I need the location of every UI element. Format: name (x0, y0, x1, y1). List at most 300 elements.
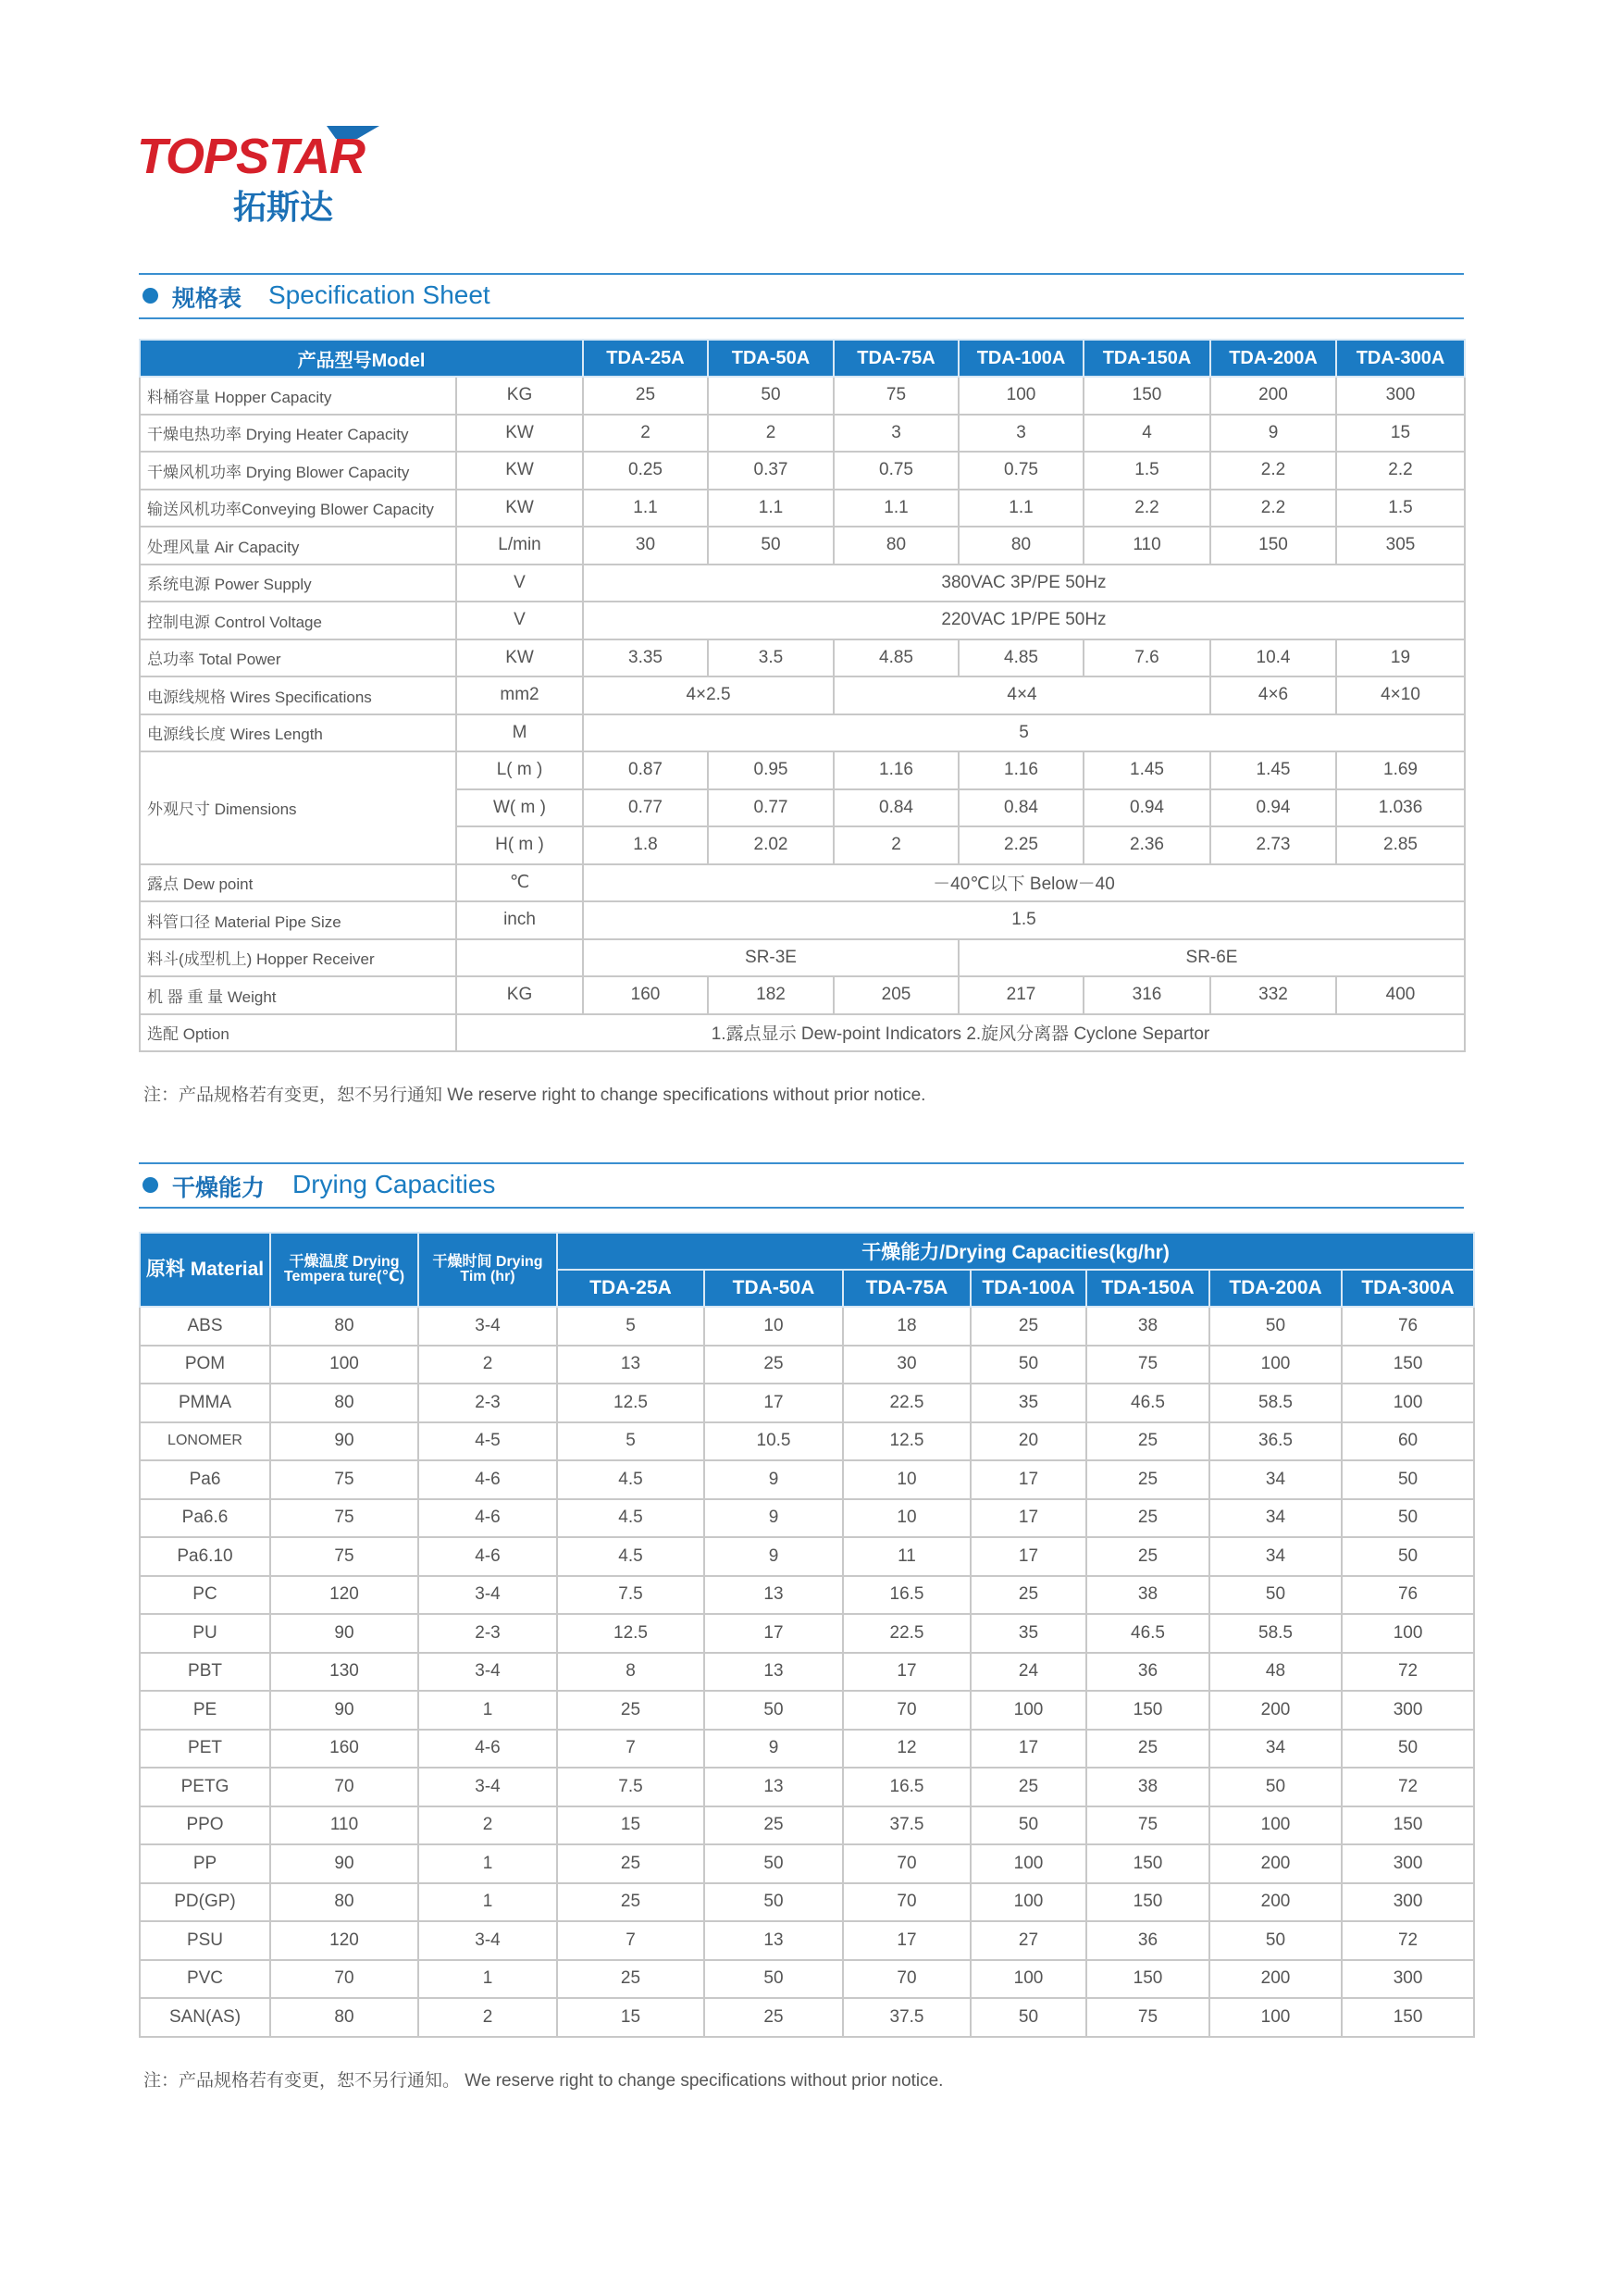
temp-cell: 130 (270, 1653, 418, 1692)
time-cell: 1 (418, 1960, 557, 1999)
material-cell: PC (140, 1576, 270, 1615)
spec-unit: V (456, 602, 583, 639)
spec-footnote: 注：产品规格若有变更，恕不另行通知 We reserve right to change specifications without prior notice. (143, 1086, 926, 1105)
spec-value: 1.1 (834, 490, 959, 527)
temp-header: 干燥温度 Drying Tempera ture(℃) (270, 1233, 418, 1307)
spec-value: 182 (708, 976, 834, 1014)
spec-label: 电源线长度 Wires Length (140, 714, 456, 752)
capacity-cell: 25 (557, 1844, 704, 1883)
capacity-cell: 100 (971, 1844, 1086, 1883)
spec-value: 305 (1336, 527, 1465, 565)
time-cell: 4-5 (418, 1422, 557, 1461)
capacity-cell: 25 (704, 1346, 843, 1384)
capacity-cell: 25 (971, 1576, 1086, 1615)
spec-label: 电源线规格 Wires Specifications (140, 676, 456, 714)
capacity-cell: 100 (1209, 1998, 1342, 2037)
spec-unit: M (456, 714, 583, 752)
spec-value: 0.25 (583, 452, 708, 490)
material-cell: Pa6.6 (140, 1499, 270, 1538)
capacity-cell: 24 (971, 1653, 1086, 1692)
spec-value: 19 (1336, 639, 1465, 677)
capacity-cell: 25 (1086, 1422, 1209, 1461)
time-cell: 2-3 (418, 1384, 557, 1422)
spec-value: 50 (708, 527, 834, 565)
spec-value: 15 (1336, 415, 1465, 453)
model-col: TDA-300A (1342, 1270, 1474, 1307)
temp-cell: 80 (270, 1998, 418, 2037)
drying-row (140, 1998, 1474, 2037)
temp-cell: 90 (270, 1844, 418, 1883)
capacity-cell: 150 (1086, 1960, 1209, 1999)
material-cell: PMMA (140, 1384, 270, 1422)
spec-label: 干燥风机功率 Drying Blower Capacity (140, 452, 456, 490)
spec-value: 7.6 (1084, 639, 1210, 677)
spec-label: 料斗(成型机上) Hopper Receiver (140, 939, 456, 977)
spec-section-heading (139, 273, 1464, 319)
spec-value: 1.16 (834, 751, 959, 789)
spec-value: 1.5 (583, 901, 1465, 939)
capacity-cell: 4.5 (557, 1499, 704, 1538)
capacity-cell: 15 (557, 1998, 704, 2037)
capacity-cell: 36 (1086, 1653, 1209, 1692)
spec-value: 2.36 (1084, 826, 1210, 864)
capacity-cell: 25 (557, 1691, 704, 1730)
capacity-cell: 150 (1342, 1346, 1474, 1384)
spec-label: 控制电源 Control Voltage (140, 602, 456, 639)
capacity-cell: 17 (971, 1499, 1086, 1538)
spec-label: 输送风机功率Conveying Blower Capacity (140, 490, 456, 527)
capacity-cell: 17 (971, 1460, 1086, 1499)
spec-value: 1.45 (1210, 751, 1336, 789)
temp-cell: 120 (270, 1576, 418, 1615)
spec-value: 2 (834, 826, 959, 864)
capacity-cell: 36.5 (1209, 1422, 1342, 1461)
material-cell: PE (140, 1691, 270, 1730)
capacity-cell: 300 (1342, 1960, 1474, 1999)
capacity-cell: 13 (557, 1346, 704, 1384)
spec-value: 3.5 (708, 639, 834, 677)
drying-row (140, 1768, 1474, 1806)
spec-value: 2.85 (1336, 826, 1465, 864)
drying-row (140, 1307, 1474, 1346)
capacity-cell: 58.5 (1209, 1384, 1342, 1422)
spec-unit: KW (456, 452, 583, 490)
drying-row (140, 1537, 1474, 1576)
spec-value: 4×6 (1210, 676, 1336, 714)
capacity-cell: 11 (843, 1537, 971, 1576)
capacity-cell: 17 (704, 1384, 843, 1422)
temp-cell: 90 (270, 1691, 418, 1730)
capacity-cell: 70 (843, 1691, 971, 1730)
capacity-cell: 200 (1209, 1960, 1342, 1999)
capacity-cell: 7 (557, 1730, 704, 1769)
material-cell: SAN(AS) (140, 1998, 270, 2037)
spec-row (140, 377, 1465, 415)
model-col: TDA-25A (583, 340, 708, 377)
capacity-cell: 35 (971, 1384, 1086, 1422)
spec-value: 220VAC 1P/PE 50Hz (583, 602, 1465, 639)
capacity-cell: 37.5 (843, 1806, 971, 1845)
capacity-cell: 16.5 (843, 1576, 971, 1615)
spec-value: 75 (834, 377, 959, 415)
spec-row (140, 452, 1465, 490)
logo-text-cn: 拓斯达 (233, 189, 334, 227)
capacity-cell: 72 (1342, 1921, 1474, 1960)
material-cell: PSU (140, 1921, 270, 1960)
spec-unit: ℃ (456, 864, 583, 902)
spec-header-row (140, 340, 1465, 377)
spec-row (140, 527, 1465, 565)
capacity-cell: 100 (1209, 1346, 1342, 1384)
spec-label: 机 器 重 量 Weight (140, 976, 456, 1014)
spec-unit: H( m ) (456, 826, 583, 864)
spec-value: 4.85 (834, 639, 959, 677)
time-cell: 1 (418, 1844, 557, 1883)
capacity-cell: 12.5 (557, 1384, 704, 1422)
capacity-header: 干燥能力/Drying Capacities(kg/hr) (557, 1233, 1474, 1270)
spec-unit: L/min (456, 527, 583, 565)
drying-row (140, 1806, 1474, 1845)
spec-value: 2.02 (708, 826, 834, 864)
spec-value: 1.036 (1336, 789, 1465, 827)
capacity-cell: 50 (1342, 1537, 1474, 1576)
spec-value: 4.85 (959, 639, 1084, 677)
capacity-cell: 17 (971, 1537, 1086, 1576)
capacity-cell: 10.5 (704, 1422, 843, 1461)
spec-value: 100 (959, 377, 1084, 415)
time-header: 干燥时间 Drying Tim (hr) (418, 1233, 557, 1307)
capacity-cell: 8 (557, 1653, 704, 1692)
spec-row (140, 565, 1465, 602)
spec-value: 2.73 (1210, 826, 1336, 864)
spec-value: 2 (708, 415, 834, 453)
spec-value: 0.87 (583, 751, 708, 789)
spec-value: 1.8 (583, 826, 708, 864)
material-cell: PPO (140, 1806, 270, 1845)
spec-value: 3 (834, 415, 959, 453)
spec-unit: mm2 (456, 676, 583, 714)
time-cell: 4-6 (418, 1460, 557, 1499)
spec-row (140, 490, 1465, 527)
spec-unit (456, 939, 583, 977)
bullet-icon (142, 1177, 158, 1193)
spec-value: 5 (583, 714, 1465, 752)
capacity-cell: 7.5 (557, 1576, 704, 1615)
spec-value: 80 (959, 527, 1084, 565)
capacity-cell: 72 (1342, 1768, 1474, 1806)
model-col: TDA-300A (1336, 340, 1465, 377)
capacity-cell: 70 (843, 1883, 971, 1922)
capacity-cell: 17 (843, 1921, 971, 1960)
capacity-cell: 4.5 (557, 1460, 704, 1499)
capacity-cell: 25 (557, 1883, 704, 1922)
capacity-cell: 15 (557, 1806, 704, 1845)
drying-row (140, 1844, 1474, 1883)
spec-row (140, 602, 1465, 639)
spec-value: 2 (583, 415, 708, 453)
temp-cell: 80 (270, 1307, 418, 1346)
time-cell: 2-3 (418, 1614, 557, 1653)
capacity-cell: 50 (704, 1883, 843, 1922)
temp-cell: 90 (270, 1422, 418, 1461)
capacity-cell: 5 (557, 1422, 704, 1461)
spec-unit: W( m ) (456, 789, 583, 827)
drying-section-heading (139, 1162, 1464, 1209)
drying-title-en: Drying Capacities (292, 1170, 496, 1198)
capacity-cell: 300 (1342, 1691, 1474, 1730)
model-col: TDA-100A (959, 340, 1084, 377)
capacity-cell: 60 (1342, 1422, 1474, 1461)
spec-value: 316 (1084, 976, 1210, 1014)
spec-unit: L( m ) (456, 751, 583, 789)
spec-value: 10.4 (1210, 639, 1336, 677)
drying-row (140, 1384, 1474, 1422)
capacity-cell: 58.5 (1209, 1614, 1342, 1653)
time-cell: 3-4 (418, 1307, 557, 1346)
capacity-cell: 100 (971, 1960, 1086, 1999)
spec-row (140, 751, 1465, 789)
spec-value: 4×4 (834, 676, 1210, 714)
capacity-cell: 50 (1209, 1307, 1342, 1346)
model-col: TDA-25A (557, 1270, 704, 1307)
capacity-cell: 10 (843, 1460, 971, 1499)
drying-row (140, 1691, 1474, 1730)
spec-value: 300 (1336, 377, 1465, 415)
spec-label: 料桶容量 Hopper Capacity (140, 377, 456, 415)
capacity-cell: 50 (1342, 1499, 1474, 1538)
capacity-cell: 20 (971, 1422, 1086, 1461)
drying-row (140, 1960, 1474, 1999)
spec-value: 0.94 (1210, 789, 1336, 827)
capacity-cell: 25 (704, 1998, 843, 2037)
capacity-cell: 9 (704, 1460, 843, 1499)
capacity-cell: 13 (704, 1653, 843, 1692)
capacity-cell: 150 (1086, 1883, 1209, 1922)
capacity-cell: 100 (1209, 1806, 1342, 1845)
spec-value: 0.84 (834, 789, 959, 827)
spec-value: 50 (708, 377, 834, 415)
logo-text: TOPSTAR (137, 129, 365, 184)
spec-value: 4×2.5 (583, 676, 834, 714)
spec-row (140, 415, 1465, 453)
capacity-cell: 37.5 (843, 1998, 971, 2037)
capacity-cell: 12.5 (557, 1614, 704, 1653)
capacity-cell: 17 (843, 1653, 971, 1692)
temp-cell: 160 (270, 1730, 418, 1769)
spec-value: SR-3E (583, 939, 959, 977)
capacity-cell: 22.5 (843, 1384, 971, 1422)
capacity-cell: 150 (1342, 1998, 1474, 2037)
spec-value: 2.2 (1336, 452, 1465, 490)
capacity-cell: 7.5 (557, 1768, 704, 1806)
spec-value: 0.84 (959, 789, 1084, 827)
time-cell: 2 (418, 1998, 557, 2037)
capacity-cell: 100 (971, 1883, 1086, 1922)
capacity-cell: 48 (1209, 1653, 1342, 1692)
spec-value: 205 (834, 976, 959, 1014)
capacity-cell: 34 (1209, 1460, 1342, 1499)
capacity-cell: 50 (704, 1691, 843, 1730)
spec-row (140, 676, 1465, 714)
capacity-cell: 25 (1086, 1730, 1209, 1769)
spec-label: 处理风量 Air Capacity (140, 527, 456, 565)
spec-value: 0.37 (708, 452, 834, 490)
capacity-cell: 38 (1086, 1576, 1209, 1615)
spec-title-cn: 规格表 (172, 285, 242, 312)
material-cell: Pa6 (140, 1460, 270, 1499)
drying-row (140, 1653, 1474, 1692)
time-cell: 3-4 (418, 1921, 557, 1960)
spec-label: 选配 Option (140, 1014, 456, 1052)
temp-cell: 90 (270, 1614, 418, 1653)
capacity-cell: 150 (1086, 1691, 1209, 1730)
temp-cell: 75 (270, 1499, 418, 1538)
capacity-cell: 38 (1086, 1768, 1209, 1806)
spec-value: 0.75 (834, 452, 959, 490)
spec-row (140, 864, 1465, 902)
capacity-cell: 50 (704, 1844, 843, 1883)
spec-value: 0.77 (708, 789, 834, 827)
spec-label: 料管口径 Material Pipe Size (140, 901, 456, 939)
spec-value: 4×10 (1336, 676, 1465, 714)
spec-value: 2.25 (959, 826, 1084, 864)
capacity-cell: 35 (971, 1614, 1086, 1653)
capacity-cell: 10 (843, 1499, 971, 1538)
drying-header-row (140, 1233, 1474, 1270)
capacity-cell: 13 (704, 1576, 843, 1615)
capacity-cell: 200 (1209, 1691, 1342, 1730)
model-col: TDA-100A (971, 1270, 1086, 1307)
capacity-cell: 100 (971, 1691, 1086, 1730)
spec-value: 4 (1084, 415, 1210, 453)
model-col: TDA-150A (1086, 1270, 1209, 1307)
material-cell: PVC (140, 1960, 270, 1999)
spec-value: 380VAC 3P/PE 50Hz (583, 565, 1465, 602)
capacity-cell: 12.5 (843, 1422, 971, 1461)
capacity-cell: 46.5 (1086, 1614, 1209, 1653)
spec-row (140, 639, 1465, 677)
capacity-cell: 25 (971, 1307, 1086, 1346)
spec-value: 9 (1210, 415, 1336, 453)
spec-value: 1.1 (583, 490, 708, 527)
capacity-cell: 34 (1209, 1537, 1342, 1576)
capacity-cell: 17 (971, 1730, 1086, 1769)
model-col: TDA-50A (704, 1270, 843, 1307)
spec-value: －40℃以下 Below－40 (583, 864, 1465, 902)
drying-title-cn: 干燥能力 (172, 1174, 266, 1201)
capacity-cell: 50 (1209, 1921, 1342, 1960)
temp-cell: 70 (270, 1768, 418, 1806)
spec-value: 0.75 (959, 452, 1084, 490)
spec-row (140, 976, 1465, 1014)
temp-cell: 110 (270, 1806, 418, 1845)
temp-cell: 75 (270, 1537, 418, 1576)
spec-value: 160 (583, 976, 708, 1014)
spec-row (140, 939, 1465, 977)
spec-title-en: Specification Sheet (268, 280, 490, 309)
spec-label: 系统电源 Power Supply (140, 565, 456, 602)
spec-value: 217 (959, 976, 1084, 1014)
model-col: TDA-200A (1210, 340, 1336, 377)
capacity-cell: 200 (1209, 1844, 1342, 1883)
spec-unit: V (456, 565, 583, 602)
capacity-cell: 70 (843, 1960, 971, 1999)
capacity-cell: 9 (704, 1537, 843, 1576)
spec-unit: KG (456, 976, 583, 1014)
spec-value: 1.1 (959, 490, 1084, 527)
spec-value: 0.77 (583, 789, 708, 827)
spec-unit: KW (456, 415, 583, 453)
capacity-cell: 50 (1209, 1576, 1342, 1615)
capacity-cell: 75 (1086, 1346, 1209, 1384)
capacity-cell: 25 (1086, 1460, 1209, 1499)
material-cell: PET (140, 1730, 270, 1769)
capacity-cell: 100 (1342, 1384, 1474, 1422)
model-header: 产品型号Model (140, 340, 583, 377)
time-cell: 3-4 (418, 1576, 557, 1615)
model-col: TDA-150A (1084, 340, 1210, 377)
spec-value: 1.16 (959, 751, 1084, 789)
capacity-cell: 4.5 (557, 1537, 704, 1576)
capacity-cell: 50 (704, 1960, 843, 1999)
spec-row (140, 1014, 1465, 1052)
capacity-cell: 25 (971, 1768, 1086, 1806)
spec-value: 150 (1210, 527, 1336, 565)
spec-value: 3.35 (583, 639, 708, 677)
spec-value: 150 (1084, 377, 1210, 415)
capacity-cell: 50 (971, 1998, 1086, 2037)
spec-value: 2.2 (1210, 452, 1336, 490)
spec-unit: inch (456, 901, 583, 939)
capacity-cell: 9 (704, 1730, 843, 1769)
capacity-cell: 150 (1086, 1844, 1209, 1883)
capacity-cell: 76 (1342, 1576, 1474, 1615)
capacity-cell: 12 (843, 1730, 971, 1769)
spec-value: 1.69 (1336, 751, 1465, 789)
capacity-cell: 36 (1086, 1921, 1209, 1960)
material-cell: PP (140, 1844, 270, 1883)
spec-label: 露点 Dew point (140, 864, 456, 902)
capacity-cell: 7 (557, 1921, 704, 1960)
material-cell: ABS (140, 1307, 270, 1346)
spec-value: 1.5 (1084, 452, 1210, 490)
capacity-cell: 38 (1086, 1307, 1209, 1346)
spec-value: 1.5 (1336, 490, 1465, 527)
drying-row (140, 1614, 1474, 1653)
time-cell: 3-4 (418, 1768, 557, 1806)
material-header: 原料 Material (140, 1233, 270, 1307)
capacity-cell: 9 (704, 1499, 843, 1538)
spec-value: 2.2 (1210, 490, 1336, 527)
spec-row (140, 714, 1465, 752)
spec-label: 总功率 Total Power (140, 639, 456, 677)
material-cell: PBT (140, 1653, 270, 1692)
capacity-cell: 50 (1342, 1730, 1474, 1769)
spec-value: 25 (583, 377, 708, 415)
drying-footnote: 注：产品规格若有变更，恕不另行通知。 We reserve right to change specifications without prior notice. (143, 2071, 944, 2091)
spec-table (139, 339, 1466, 1052)
material-cell: PETG (140, 1768, 270, 1806)
spec-row (140, 901, 1465, 939)
material-cell: Pa6.10 (140, 1537, 270, 1576)
drying-row (140, 1499, 1474, 1538)
drying-row (140, 1576, 1474, 1615)
drying-row (140, 1460, 1474, 1499)
spec-value: 0.94 (1084, 789, 1210, 827)
material-cell: LONOMER (140, 1422, 270, 1461)
time-cell: 2 (418, 1346, 557, 1384)
spec-value: 2.2 (1084, 490, 1210, 527)
